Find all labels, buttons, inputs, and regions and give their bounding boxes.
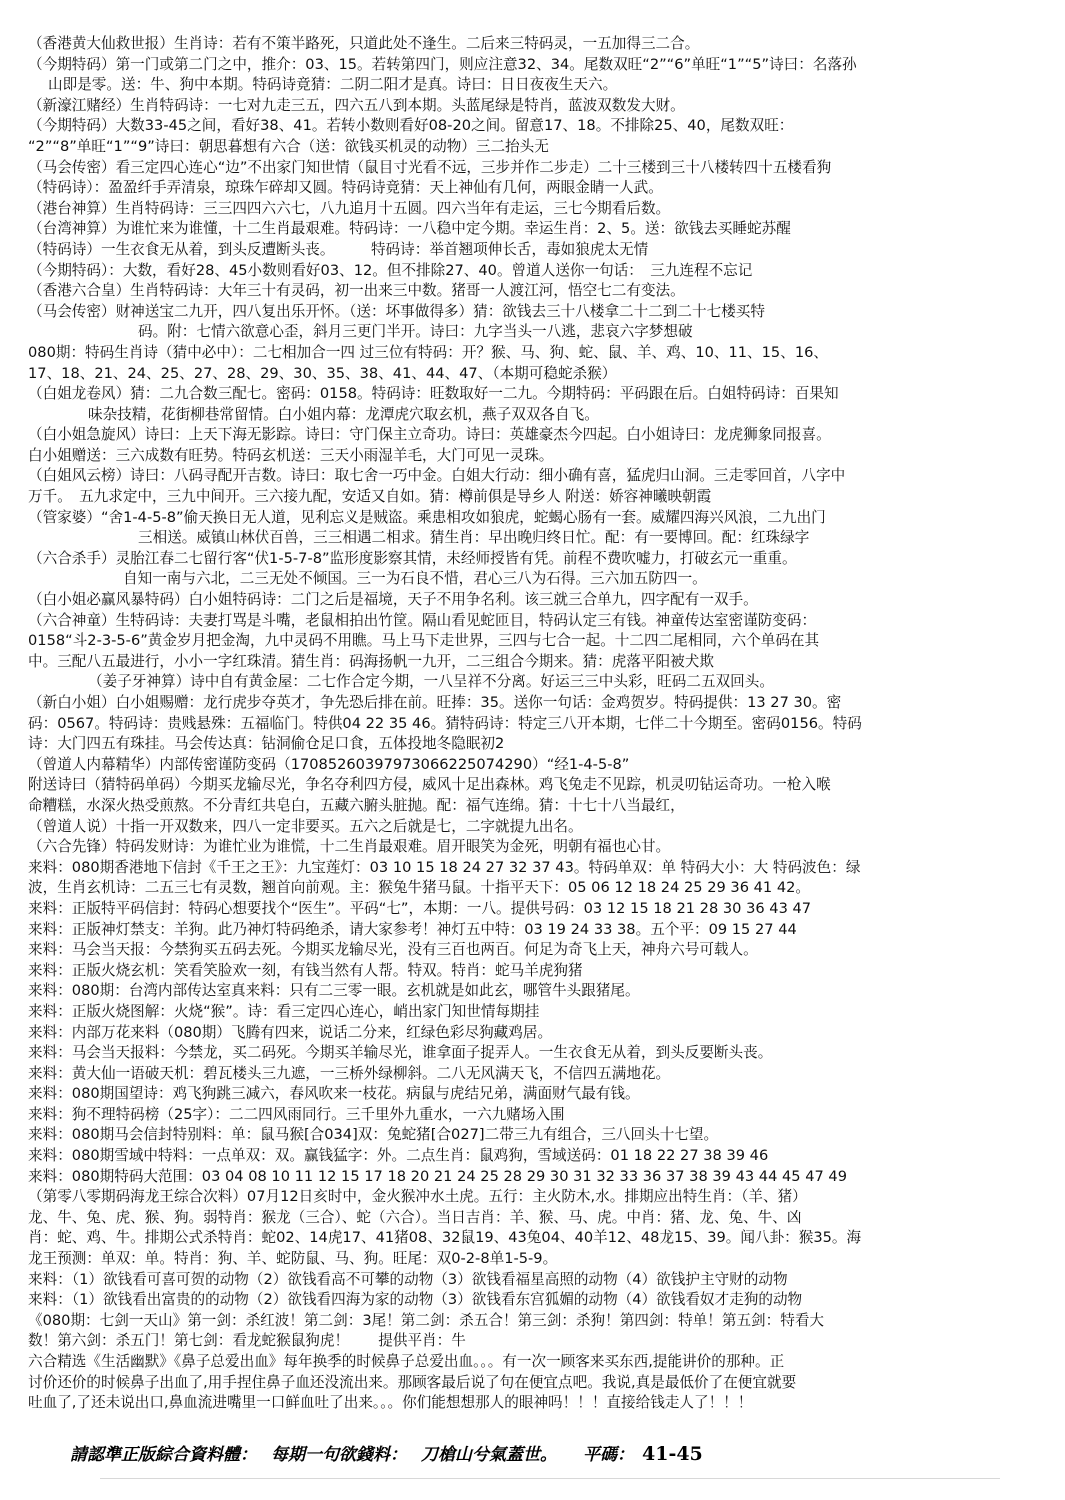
bottom-divider [100, 1478, 1000, 1479]
text-line: 吐血了,了还未说出口,鼻血流进嘴里一口鲜血吐了出来。。。你们能想想那人的眼神吗！！！直接给钱走人了！！！ [28, 1394, 753, 1412]
text-line: （台湾神算）为谁忙来为谁懂，十二生肖最艰难。特码诗：一八稳中定今期。幸运生肖：2、5。送：欲钱去买睡蛇苏醒 [28, 220, 791, 238]
text-line: （马会传密）财神送宝二九开，四八复出乐开怀。（送：坏事做得多）猜：欲钱去三十八楼拿二十二到二十七楼买特 [28, 302, 765, 320]
text-line: （白姐龙卷风）猜：二九合数三配七。密码：0158。特码诗：旺数取好一二九。今期特码：平码跟在后。白姐特码诗：百果知 [28, 385, 839, 403]
text-line: 诗：大门四五有珠挂。马会传达真：钻洞偷仓足口食，五体投地冬隐眠初2 [28, 735, 505, 753]
footer-motto: 刀槍山兮氣蓋世。 [421, 1445, 557, 1465]
text-line: 来料：（1）欲钱看出富贵的的动物（2）欲钱看四海为家的动物（3）欲钱看东宫狐媚的动物（4）欲钱看奴才走狗的动物 [28, 1291, 803, 1309]
text-line: 来料：正版火烧玄机：笑看笑脸欢一刻，有钱当然有人帮。特双。特肖：蛇马羊虎狗猪 [28, 961, 583, 979]
text-line: （特码诗）一生衣食无从着，到头反遭断头丧。 特码诗：举首翘项伸长舌，毒如狼虎太无情 [28, 240, 649, 258]
document-body [28, 34, 1038, 1414]
footer-code: 41-45 [642, 1443, 703, 1465]
text-line: 龙、牛、兔、虎、猴、狗。弱特肖：猴龙（三合）、蛇（六合）。当日吉肖：羊、猴、马、虎。中肖：猪、龙、兔、牛、凶 [28, 1208, 802, 1226]
text-line: （白小姐急旋风）诗曰：上天下海无影踪。诗曰：守门保主立奇功。诗曰：英雄豪杰今四起。白小姐诗曰：龙虎狮象同报喜。 [28, 426, 831, 444]
text-line: 龙王预测：单双：单。特肖：狗、羊、蛇防鼠、马、狗。旺尾：双0-2-8单1-5-9。 [28, 1250, 558, 1268]
text-line: （特码诗）：盈盈纤手弄清泉，琼珠乍碎却又圆。特码诗竟猜：天上神仙有几何，两眼金睛一人武。 [28, 179, 663, 197]
text-line: （马会传密）看三定四心连心“边”不出家门知世情（鼠目寸光看不远，三步并作二步走）二十三楼到三十八楼转四十五楼看狗 [28, 158, 832, 176]
text-line: 白小姐赠送：三六成数有旺势。特码玄机送：三天小雨湿羊毛，大门可见一灵珠。 [28, 446, 554, 464]
text-line: 数！第六剑：杀五门！第七剑：看龙蛇猴鼠狗虎！ 提供平肖：牛 [28, 1332, 466, 1350]
text-line: （第零八零期码海龙王综合次料）07月12日亥时中，金火猴冲水土虎。五行：主火防木,水。排期应出特生肖：（羊、猪） [28, 1188, 807, 1206]
text-line: 来料：080期：台湾内部传达室真来料：只有二三零一眼。玄机就是如此玄，哪管牛头跟猪尾。 [28, 982, 640, 1000]
footer-label: 請認準正版綜合資料體： [70, 1445, 257, 1465]
text-line: 0158“斗2-3-5-6”黄金岁月把金淘，九中灵码不用瞧。马上马下走世界，三四与七合一起。十二四二尾相同，六个单码在其 [28, 632, 820, 650]
text-line: 味杂技精，花街柳巷常留情。白小姐内幕：龙潭虎穴取玄机，燕子双双各自飞。 [88, 405, 599, 423]
text-line: 17、18、21、24、25、27、28、29、30、35、38、41、44、47、（本期可稳蛇杀猴） [28, 364, 617, 382]
text-line: （香港六合皇）生肖特码诗：大年三十有灵码，初一出来三中数。猪哥一人渡江河，悟空七二有变法。 [28, 282, 685, 300]
text-line: 码：0567。特码诗：贵贱悬殊：五福临门。特供04 22 35 46。猜特码诗：特定三八开本期，七伴二十今期至。密码0156。特码 [28, 714, 862, 732]
text-line: （六合神童）生特码诗：夫妻打骂是斗嘴，老鼠相拍出竹筐。隔山看见蛇匝目，特码认定三有钱。神童传达室密谨防变码： [28, 611, 817, 629]
text-line: 来料：马会当天报料：今禁龙，买二码死。今期买羊输尽光，谁拿面子捉弄人。一生衣食无从着，到头反要断头丧。 [28, 1044, 773, 1062]
text-line: （港台神算）生肖特码诗：三三四四六六七，八九追月十五圆。四六当年有走运，三七今期看后数。 [28, 199, 671, 217]
text-line: 万千。 五九求定中，三九中间开。三六接九配，安适又自如。猜：樽前俱是导乡人 附送：娇容神曦映朝霞 [28, 488, 712, 506]
text-line: 来料：080期国望诗：鸡飞狗跳三减六，春风吹来一枝花。病鼠与虎结兄弟，满面财气最有钱。 [28, 1085, 640, 1103]
text-line: 来料：黄大仙一语破天机：碧瓦楼头三九遮，一三桥外绿柳斜。二八无风满天飞，不信四五满地花。 [28, 1064, 671, 1082]
text-line: 命糟糕，水深火热受煎熬。不分青红共皂白，五藏六腑头脏抛。配：福气连绵。猜：十七十八当最红， [28, 796, 685, 814]
text-line: （曾道人内幕精华）内部传密谨防变码（17085260397973066225074290）“经1-4-5-8” [28, 755, 630, 773]
text-line: （六合先锋）特码发财诗：为谁忙业为谁慌，十二生肖最艰难。眉开眼笑为金死，明朝有福也心甘。 [28, 838, 671, 856]
text-line: 山即是零。送：牛、狗中本期。特码诗竟猜：二阴二阳才是真。诗曰：日日夜夜生天六。 [48, 76, 618, 94]
text-line: （香港黄大仙救世报）生肖诗：若有不策半路死，只道此处不逢生。二后来三特码灵，一五加得三二合。 [28, 35, 700, 52]
text-line: （曾道人说）十指一开双数来，四八一定非要买。五六之后就是七，二字就提九出名。 [28, 817, 583, 835]
text-line: 来料：正版火烧图解：火烧“猴”。诗：看三定四心连心，峭出家门知世情每期挂 [28, 1002, 540, 1020]
text-line: 来料：080期特码大范围：03 04 08 10 11 12 15 17 18 20 21 24 25 28 29 30 31 32 33 36 37 38 39 43 44 45 47 49 [28, 1167, 848, 1185]
text-line: 来料：（1）欲钱看可喜可贺的动物（2）欲钱看高不可攀的动物（3）欲钱看福星高照的动物（4）欲钱护主守财的动物 [28, 1270, 788, 1288]
text-line: （新白小姐）白小姐赐赠：龙行虎步夺英才，争先恐后排在前。旺捧：35。送你一句话：金鸡贺岁。特码提供：13 27 30。密 [28, 694, 842, 711]
text-line: 波，生肖玄机诗：二五三七有灵数，翘首向前观。主：猴兔牛猪马鼠。十指平天下：05 06 12 18 24 25 29 36 41 42。 [28, 879, 811, 897]
text-line: （新濠江赌经）生肖特码诗：一七对九走三五，四六五八到本期。头蓝尾绿是特肖，蓝波双数发大财。 [28, 96, 685, 114]
text-line: （白姐风云榜）诗曰：八码寻配开吉数。诗曰：取七舍一巧中金。白姐大行动：细小确有喜，猛虎归山洞。三走零回首，八字中 [28, 467, 846, 485]
text-line: 《080期：七剑一天山》第一剑：杀红波！第二剑：3尾！第二剑：杀五合！第三剑：杀狗！第四剑：特单！第五剑：特看大 [28, 1311, 825, 1329]
footer-motto-label: 每期一句欲錢料： [271, 1445, 407, 1465]
text-line: “2”“8”单旺“1”“9”诗曰：朝思暮想有六合（送：欲钱买机灵的动物）三二抬头无 [28, 137, 549, 155]
text-line: 中。三配八五最进行，小小一字红珠清。猜生肖：码海扬帆一九开，二三组合今期来。猜：虎落平阳被犬欺 [28, 652, 714, 670]
text-line: 080期：特码生肖诗（猜中必中）：二七相加合一四 过三位有特码：开？猴、马、狗、蛇、鼠、羊、鸡、10、11、15、16、 [28, 343, 828, 361]
text-line: （白小姐必赢风暴特码）白小姐特码诗：二门之后是福境，天子不用争名利。该三就三合单九，四字配有一双手。 [28, 591, 758, 609]
text-line: （今期特码）第一门或第二门之中，推介：03、15。若转第四门，则应注意32、34。尾数双旺“2”“6”单旺“1”“5”诗曰：名落孙 [28, 55, 857, 73]
text-line: 来料：内部万花来料（080期）飞腾有四来，说话二分来，红绿色彩尽狗藏鸡居。 [28, 1023, 553, 1041]
text-line: （管家婆）“舍1-4-5-8”偷天换日无人道，见利忘义是贼盗。乘患相攻如狼虎，蛇蝎心肠有一套。威耀四海兴风浪，二九出门 [28, 508, 826, 526]
text-line: 来料：080期雪域中特料：一点单双：双。赢钱猛字：外。二点生肖：鼠鸡狗，雪域送码：01 18 22 27 38 39 46 [28, 1147, 769, 1165]
text-line: 来料：080期马会信封特别料：单：鼠马猴[合034]双：兔蛇猪[合027]二带三九有组合，三八回头十七望。 [28, 1126, 719, 1144]
text-line: 来料：狗不理特码榜（25字）：二二四风雨同行。三千里外九重水，一六九赌场入围 [28, 1105, 565, 1123]
footer-code-label: 平碼： [583, 1445, 634, 1465]
text-line: 来料：080期香港地下信封《千王之王》：九宝莲灯：03 10 15 18 24 27 32 37 43。特码单双：单 特码大小：大 特码波色：绿 [28, 858, 861, 876]
text-line: 码。附：七情六欲意心歪，斜月三更门半开。诗曰：九字当头一八逃，悲哀六字梦想破 [138, 323, 693, 341]
text-line: （今期特码）：大数，看好28、45小数则看好03、12。但不排除27、40。曾道人送你一句话： 三九连程不忘记 [28, 261, 753, 279]
text-line: （六合杀手）灵胎江春二七留行客“伏1-5-7-8”监形度影察其情，未经师授皆有凭。前程不费吹嘘力，打破玄元一重重。 [28, 549, 797, 567]
text-line: （姜子牙神算）诗中自有黄金屋：二七作合定今期，一八呈祥不分离。好运三三中头彩，旺码二五双回头。 [88, 673, 774, 691]
text-line: 讨价还价的时候鼻子出血了,用手捏住鼻子血还没流出来。那顾客最后说了句在便宜点吧。我说,真是最低价了在便宜就要 [28, 1373, 797, 1391]
text-line: 来料：正版特平码信封：特码心想要找个“医生”。平码“七”，本期：一八。提供号码：03 12 15 18 21 28 30 36 43 47 [28, 899, 812, 917]
text-line: 三相送。威镇山林伏百兽，三三相遇二相求。猜生肖：早出晚归终日忙。配：有一要博回。配：红珠绿字 [138, 529, 810, 547]
text-line: 附送诗曰（猜特码单码）今期买龙输尽光，争名夺利四方侵，威风十足出森林。鸡飞兔走不见踪，机灵叨钻运奇功。一枪入喉 [28, 776, 831, 794]
text-line: 六合精选《生活幽默》《鼻子总爱出血》每年换季的时候鼻子总爱出血。。。有一次一顾客来买东西,提能讲价的那种。正 [28, 1353, 785, 1370]
text-line: 自知一南与六北，二三无处不倾国。三一为石良不惜，君心三八为石得。三六加五防四一。 [123, 570, 707, 588]
footer-banner [70, 1438, 1030, 1470]
text-line: 肖：蛇、鸡、牛。排期公式杀特肖：蛇02、14虎17、41猪08、32鼠19、43兔04、40羊12、48龙15、39。闻八卦：猴35。海 [28, 1229, 862, 1247]
text-line: （今期特码）大数33-45之间，看好38、41。若转小数则看好08-20之间。留意17、18。不排除25、40，尾数双旺： [28, 117, 794, 135]
text-line: 来料：马会当天报：今禁狗买五码去死。今期买龙输尽光，没有三百也两百。何足为奇飞上天，神舟六号可载人。 [28, 941, 758, 959]
text-line: 来料：正版神灯禁支：羊狗。此乃神灯特码绝杀，请大家参考！神灯五中特：03 19 24 33 38。五个平：09 15 27 44 [28, 920, 797, 938]
